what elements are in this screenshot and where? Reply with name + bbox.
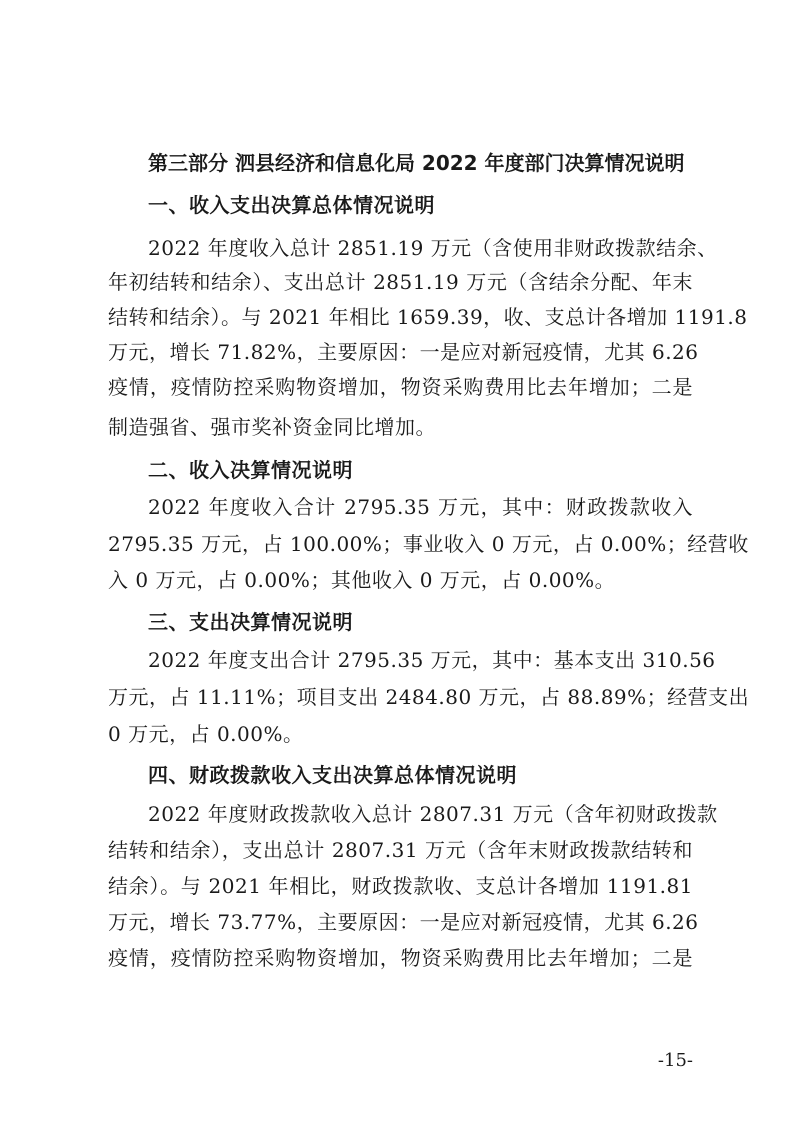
paragraph-line: 结转和结余）。与 2021 年相比 1659.39，收、支总计各增加 1191.8 [108,305,748,329]
paragraph-line: 2022 年度收入总计 2851.19 万元（含使用非财政拨款结余、 [148,236,718,260]
paragraph-line: 0 万元，占 0.00%。 [108,722,304,746]
paragraph-line: 2022 年度收入合计 2795.35 万元，其中：财政拨款收入 [148,495,693,519]
paragraph-line: 入 0 万元，占 0.00%；其他收入 0 万元，占 0.00%。 [108,568,616,592]
paragraph-line: 结余）。与 2021 年相比，财政拨款收、支总计各增加 1191.81 [108,874,693,898]
paragraph-line: 万元，增长 71.82%，主要原因：一是应对新冠疫情，尤其 6.26 [108,340,699,364]
paragraph-line: 结转和结余），支出总计 2807.31 万元（含年末财政拨款结转和 [108,838,693,862]
paragraph-line: 年初结转和结余）、支出总计 2851.19 万元（含结余分配、年末 [108,270,693,294]
paragraph-line: 2795.35 万元，占 100.00%；事业收入 0 万元，占 0.00%；经营收 [108,532,749,556]
paragraph-line: 疫情，疫情防控采购物资增加，物资采购费用比去年增加；二是 [108,946,693,970]
paragraph-line: 万元，占 11.11%；项目支出 2484.80 万元，占 88.89%；经营支出 [108,685,750,709]
paragraph-line: 制造强省、强市奖补资金同比增加。 [108,415,436,439]
paragraph-line: 疫情，疫情防控采购物资增加，物资采购费用比去年增加；二是 [108,375,693,399]
section-heading-income: 二、收入决算情况说明 [148,458,353,482]
paragraph-line: 2022 年度支出合计 2795.35 万元，其中：基本支出 310.56 [148,648,716,672]
page-title: 第三部分 泗县经济和信息化局 2022 年度部门决算情况说明 [148,151,685,175]
section-heading-expenditure: 三、支出决算情况说明 [148,610,353,634]
paragraph-line: 2022 年度财政拨款收入总计 2807.31 万元（含年初财政拨款 [148,802,718,826]
paragraph-line: 万元，增长 73.77%，主要原因：一是应对新冠疫情，尤其 6.26 [108,910,699,934]
section-heading-income-expenditure-overview: 一、收入支出决算总体情况说明 [148,193,435,217]
page-number: -15- [657,1050,693,1071]
section-heading-fiscal-appropriation: 四、财政拨款收入支出决算总体情况说明 [148,763,517,787]
